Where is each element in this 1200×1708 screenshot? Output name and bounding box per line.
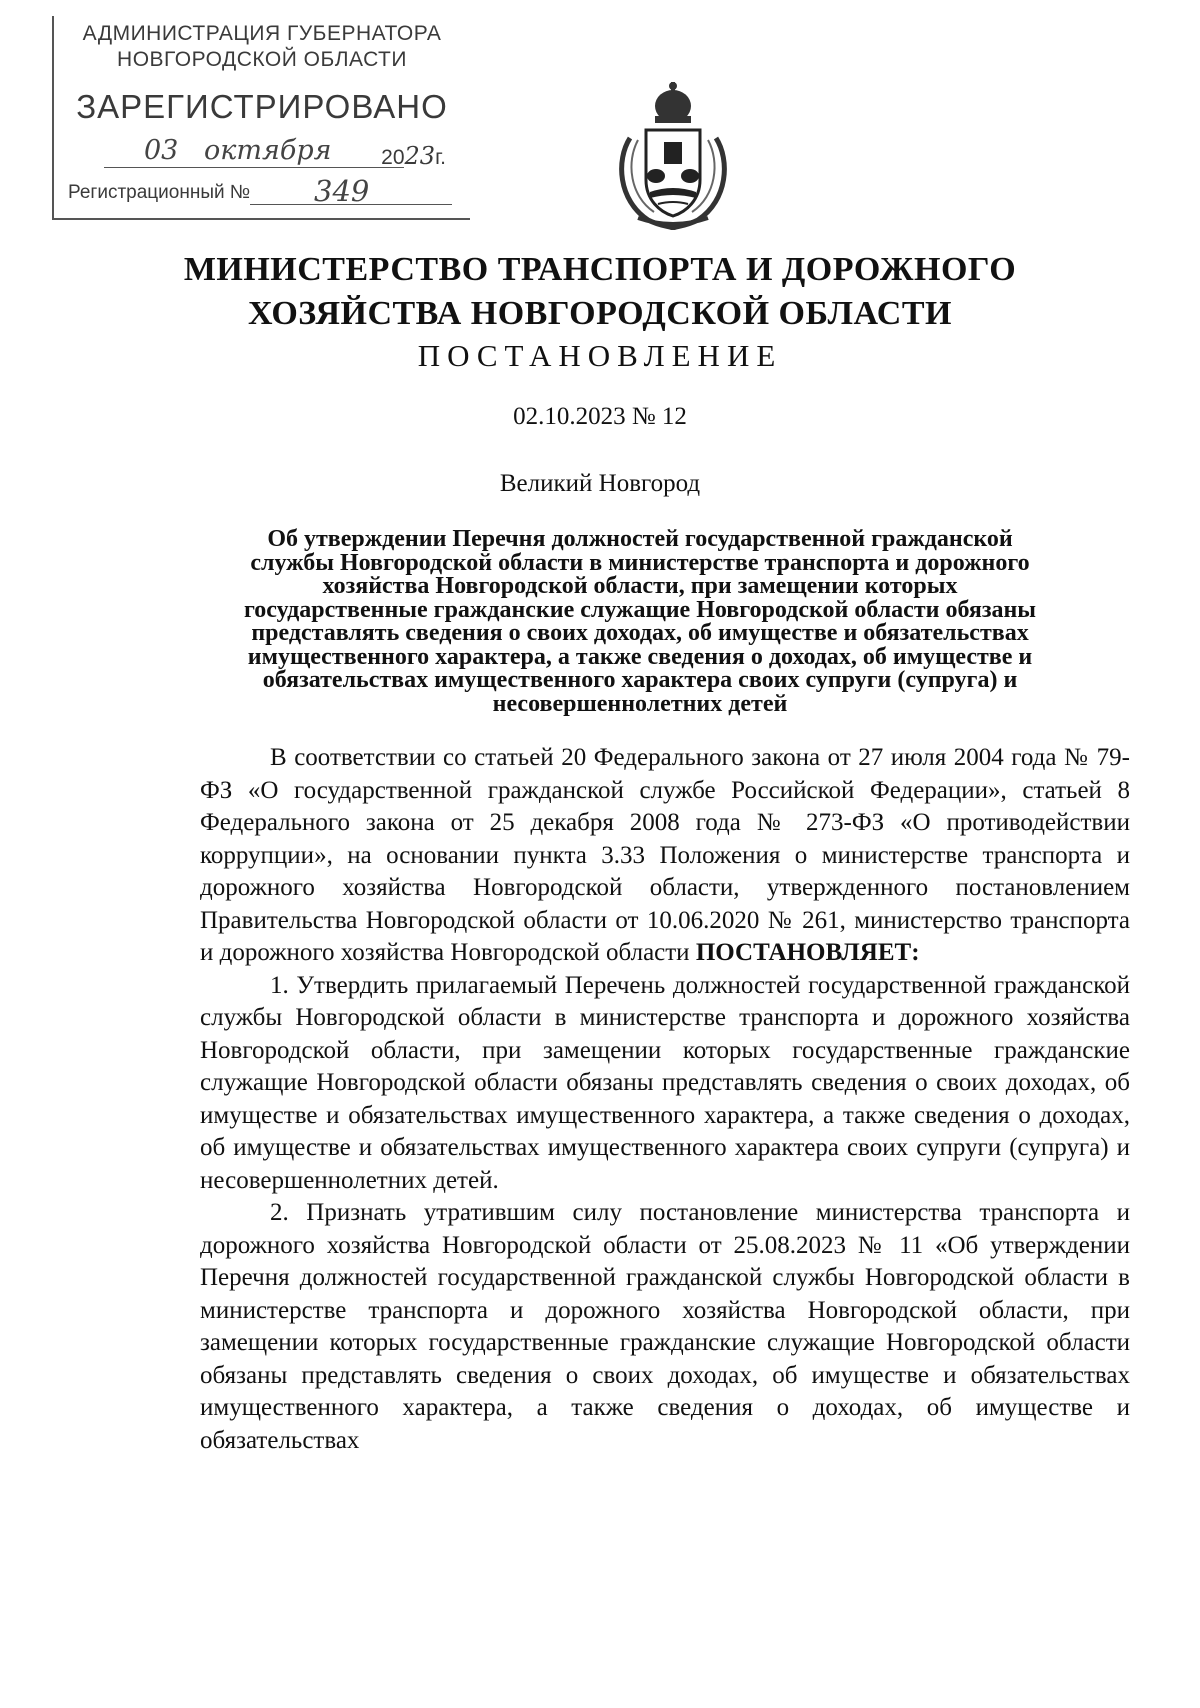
title-line: службы Новгородской области в министерстве транспорта и дорожного: [250, 549, 1030, 576]
crown-icon: [655, 82, 691, 123]
preamble-text: В соответствии со статьей 20 Федерального закона от 27 июля 2004 года № 79-ФЗ «О государственной гражданской службе Российской Федерации», статьей 8 Федерального закона от 25 декабря 2008 года № 273-ФЗ «О противодействии коррупции», на основании пункта 3.33 Положения о министерстве транспорта и дорожного хозяйства Новгородской области, утвержденного постановлением Правительства Новгородской области от 10.06.2020 № 261, министерство транспорта и дорожного хозяйства Новгородской области: [200, 744, 1130, 966]
stamp-org-line2: НОВГОРОДСКОЙ ОБЛАСТИ: [117, 48, 407, 71]
document-body: [200, 742, 1130, 1457]
stamp-date-year: [381, 142, 446, 170]
title-line: Об утверждении Перечня должностей государственной гражданской: [267, 526, 1013, 552]
ministry-line2: ХОЗЯЙСТВА НОВГОРОДСКОЙ ОБЛАСТИ: [248, 295, 952, 332]
stamp-year-unit: г.: [435, 146, 446, 169]
ministry-line1: МИНИСТЕРСТВО ТРАНСПОРТА И ДОРОЖНОГО: [183, 251, 1017, 288]
title-line: хозяйства Новгородской области, при замещении которых: [322, 573, 958, 599]
preamble-paragraph: [200, 742, 1130, 970]
stamp-date: [84, 135, 464, 170]
stamp-date-underline: [104, 167, 404, 168]
stamp-year-suffix: 23: [404, 142, 436, 170]
novgorod-coat-of-arms-icon: [608, 80, 738, 230]
title-line: имущественного характера, а также сведения о доходах, об имуществе и: [247, 643, 1033, 670]
document-place: Великий Новгород: [499, 470, 701, 497]
title-line: представлять сведения о своих доходах, об имуществе и обязательствах: [251, 620, 1029, 646]
emblem-graphic: [608, 80, 738, 230]
stamp-org-line1: АДМИНИСТРАЦИЯ ГУБЕРНАТОРА: [82, 22, 442, 45]
stamp-reg-number: 349: [314, 174, 370, 208]
title-line: обязательствах имущественного характера своих супруги (супруга) и: [262, 667, 1018, 693]
document-title: [170, 528, 1110, 716]
stamp-reg-label: Регистрационный №: [68, 182, 251, 203]
stamp-date-day: 03: [144, 135, 179, 166]
document-date-number: 02.10.2023 № 12: [513, 403, 687, 430]
stamp-year-prefix: 20: [381, 146, 405, 169]
title-line: несовершеннолетних детей: [492, 690, 788, 717]
resolves-keyword: ПОСТАНОВЛЯЕТ:: [695, 939, 920, 966]
title-line: государственные гражданские служащие Новгородской области обязаны: [243, 596, 1037, 623]
registration-stamp: [52, 16, 470, 220]
stamp-status: ЗАРЕГИСТРИРОВАНО: [76, 88, 448, 125]
clause-1-paragraph: 1. Утвердить прилагаемый Перечень должностей государственной гражданской службы Новгородской области в министерстве транспорта и дорожного хозяйства Новгородской области, при замещении которых государственные гражданские служащие Новгородской области обязаны представлять сведения о своих доходах, об имуществе и обязательствах имущественного характера, а также сведения о доходах, об имуществе и обязательствах имущественного характера своих супруги (супруга) и несовершеннолетних детей.: [200, 971, 1130, 1194]
ministry-name: [0, 248, 1200, 336]
stamp-date-month: октября: [204, 135, 332, 166]
clause-2-paragraph: 2. Признать утратившим силу постановление министерства транспорта и дорожного хозяйства Новгородской области от 25.08.2023 № 11 «Об утверждении Перечня должностей государственной гражданской службы Новгородской области в министерстве транспорта и дорожного хозяйства Новгородской области, при замещении которых государственные гражданские служащие Новгородской области обязаны представлять сведения о своих доходах, об имуществе и обязательствах имущественного характера, а также сведения о доходах, об имуществе и обязательствах: [200, 1199, 1130, 1454]
document-type: ПОСТАНОВЛЕНИЕ: [417, 338, 783, 373]
